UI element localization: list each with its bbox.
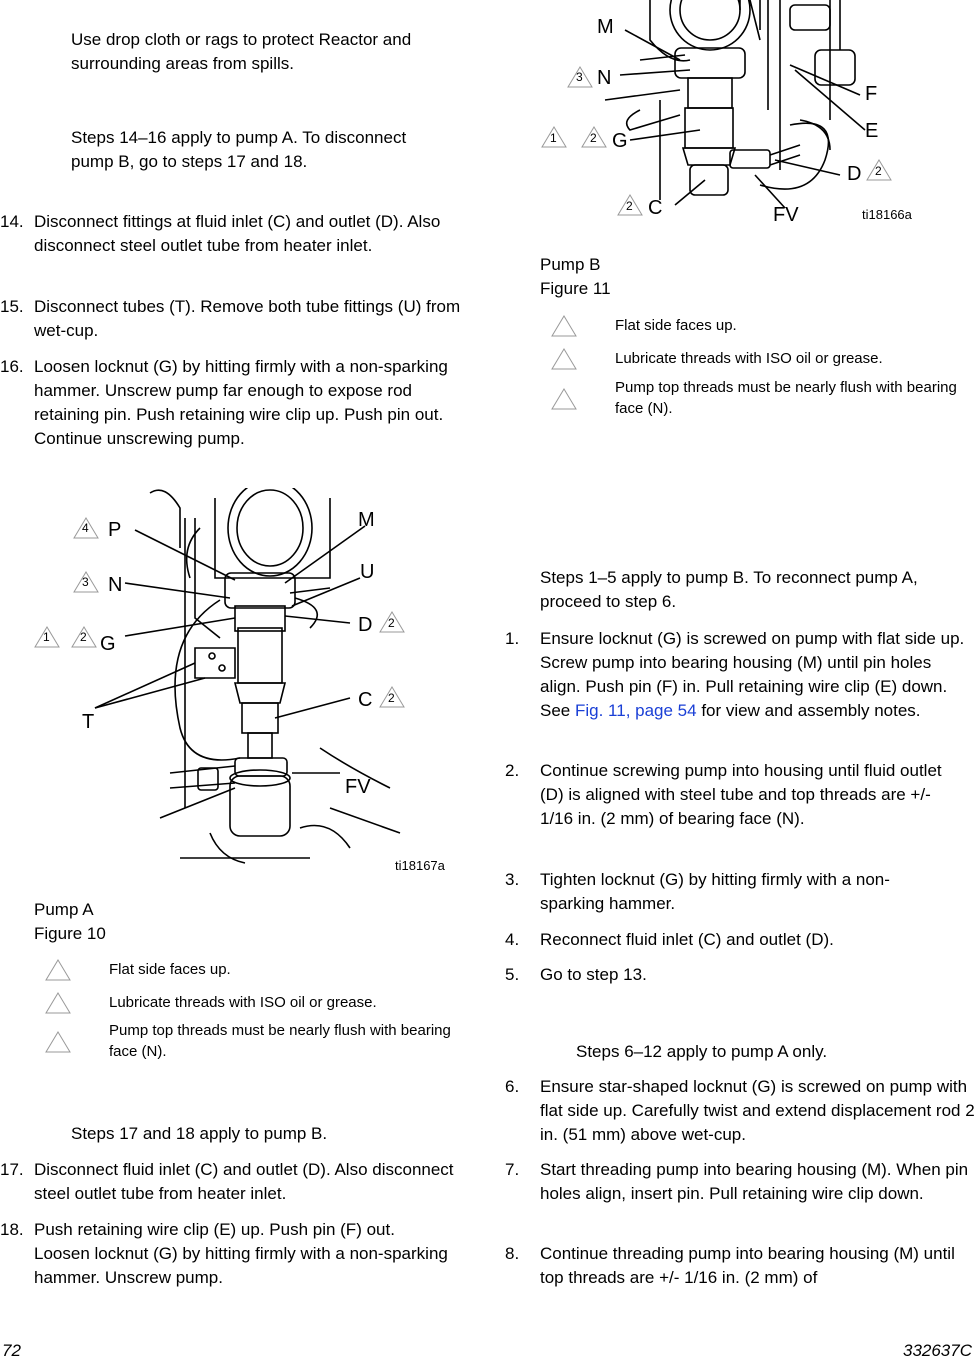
legend-number: 1 (54, 968, 62, 980)
step-text: Disconnect tubes (T). Remove both tube fittings (U) from wet-cup. (34, 297, 461, 340)
step-text: Ensure locknut (G) is screwed on pump with flat side up. Screw pump into bearing housing (M) until pin holes align. Push pin (F) in. Pull retaining wire clip (E) down. See Fig. 11, page 54 for view and assembly notes. (540, 629, 965, 720)
label-t: T (82, 711, 95, 733)
step-number: 14. (0, 212, 24, 231)
step-text: Loosen locknut (G) by hitting firmly with a non-sparking hammer. Unscrew pump far enough to expose rod retaining pin. Push retaining wire clip up. Push pin out. Continue unscrewing pump. (34, 357, 448, 448)
step-3 (505, 868, 975, 916)
label-u: U (360, 561, 375, 583)
step-text: Tighten locknut (G) by hitting firmly with a non-sparking hammer. (540, 870, 890, 913)
step-2 (505, 759, 975, 855)
note-steps-17-18: Steps 17 and 18 apply to pump B. (71, 1124, 328, 1143)
legend-number: 3 (560, 397, 568, 409)
label-n: N (108, 574, 123, 596)
legend-text: Pump top threads must be nearly flush with bearing face (N). (615, 379, 957, 417)
step-number: 6. (505, 1077, 520, 1096)
triangle-icon (44, 958, 72, 982)
step-text: Go to step 13. (540, 965, 647, 984)
step-number: 3. (505, 870, 520, 889)
step-text: Disconnect fittings at fluid inlet (C) and outlet (D). Also disconnect steel outlet tube from heater inlet. (34, 212, 441, 255)
label-f: F (865, 83, 878, 105)
legend-text: Lubricate threads with ISO oil or grease. (615, 350, 883, 367)
label-m: M (358, 509, 375, 531)
legend-item-2 (44, 991, 464, 1015)
pump-a-drawing (30, 488, 460, 878)
legend-item-3 (550, 379, 970, 429)
legend-number: 1 (560, 324, 568, 336)
label-g: G (100, 633, 116, 655)
step-text: Continue screwing pump into housing until fluid outlet (D) is aligned with steel tube and top threads are +/- 1/16 in. (2 mm) of bearing face (N). (540, 761, 942, 828)
step-text: Reconnect fluid inlet (C) and outlet (D). (540, 930, 834, 949)
step-number: 8. (505, 1244, 520, 1263)
step-16 (0, 355, 475, 475)
step-15 (0, 295, 475, 343)
label-d: D (847, 163, 862, 185)
figure-id: ti18167a (395, 858, 445, 873)
step-8 (505, 1242, 975, 1290)
badge-number: 3 (576, 70, 583, 84)
badge-number: 3 (82, 575, 89, 589)
step-text: Start threading pump into bearing housing (M). When pin holes align, insert pin. Pull retaining wire clip down. (540, 1160, 969, 1203)
legend-text: Flat side faces up. (109, 961, 231, 978)
badge-number: 1 (550, 131, 557, 145)
step-text: Disconnect fluid inlet (C) and outlet (D). Also disconnect steel outlet tube from heater inlet. (34, 1160, 454, 1203)
step-14 (0, 210, 475, 282)
step-4 (505, 928, 975, 952)
legend-number: 2 (560, 357, 568, 369)
step-text: Continue threading pump into bearing housing (M) until top threads are +/- 1/16 in. (2 mm) of (540, 1244, 955, 1287)
step-number: 7. (505, 1160, 520, 1179)
badge-number: 2 (388, 691, 395, 705)
label-c: C (648, 197, 663, 219)
step-5 (505, 963, 975, 987)
note-steps-6-12: Steps 6–12 apply to pump A only. (576, 1042, 828, 1061)
label-d: D (358, 614, 373, 636)
label-fv: FV (345, 776, 371, 798)
step-number: 5. (505, 965, 520, 984)
triangle-icon (44, 991, 72, 1015)
figure-id: ti18166a (862, 207, 912, 222)
badge-number: 4 (82, 521, 89, 535)
badge-number: 2 (80, 630, 87, 644)
label-m: M (597, 16, 614, 38)
step-7 (505, 1158, 975, 1230)
badge-number: 2 (626, 199, 633, 213)
triangle-icon (44, 1030, 72, 1054)
badge-number: 2 (590, 131, 597, 145)
legend-number: 3 (54, 1040, 62, 1052)
page-number: 72 (2, 1341, 21, 1360)
legend-item-1 (550, 314, 970, 338)
step-17 (0, 1158, 475, 1206)
legend-item-3 (44, 1022, 464, 1072)
step-number: 2. (505, 761, 520, 780)
legend-text: Lubricate threads with ISO oil or grease. (109, 994, 377, 1011)
legend-item-1 (44, 958, 464, 982)
step-18 (0, 1218, 475, 1290)
figure-caption-number: Figure 11 (540, 279, 611, 298)
label-n: N (597, 67, 612, 89)
figure-caption-title: Pump A (34, 900, 94, 919)
step-number: 4. (505, 930, 520, 949)
triangle-icon (550, 387, 578, 411)
note-steps-1-5: Steps 1–5 apply to pump B. To reconnect pump A, proceed to step 6. (540, 568, 918, 611)
badge-number: 1 (43, 630, 50, 644)
badge-number: 2 (388, 616, 395, 630)
badge-number: 2 (875, 164, 882, 178)
legend-text: Pump top threads must be nearly flush with bearing face (N). (109, 1022, 451, 1060)
triangle-icon (550, 314, 578, 338)
document-number: 332637C (902, 1341, 972, 1360)
note-steps-14-16: Steps 14–16 apply to pump A. To disconnect pump B, go to steps 17 and 18. (71, 128, 407, 171)
step-number: 18. (0, 1220, 24, 1239)
label-p: P (108, 519, 122, 541)
step-text: Push retaining wire clip (E) up. Push pin (F) out. Loosen locknut (G) by hitting firmly with a non-sparking hammer. Unscrew pump. (34, 1220, 448, 1287)
legend-text: Flat side faces up. (615, 317, 737, 334)
pump-a-illustration (30, 488, 460, 878)
step-6 (505, 1075, 975, 1147)
label-g: G (612, 130, 628, 152)
step-number: 15. (0, 297, 24, 316)
figure-caption-number: Figure 10 (34, 924, 106, 943)
step-number: 17. (0, 1160, 24, 1179)
label-c: C (358, 689, 373, 711)
step-1 (505, 627, 975, 747)
step-number: 1. (505, 629, 520, 648)
step-text: Ensure star-shaped locknut (G) is screwed on pump with flat side up. Carefully twist and extend displacement rod 2 in. (51 mm) above wet-cup. (540, 1077, 975, 1144)
triangle-icon (550, 347, 578, 371)
legend-number: 2 (54, 1001, 62, 1013)
figure-link[interactable]: Fig. 11, page 54 (574, 701, 697, 720)
figure-caption-title: Pump B (540, 255, 601, 274)
note-drop-cloth: Use drop cloth or rags to protect Reactor and surrounding areas from spills. (71, 30, 412, 73)
step-number: 16. (0, 357, 24, 376)
legend-item-2 (550, 347, 970, 371)
label-fv: FV (773, 204, 799, 226)
label-e: E (865, 120, 879, 142)
